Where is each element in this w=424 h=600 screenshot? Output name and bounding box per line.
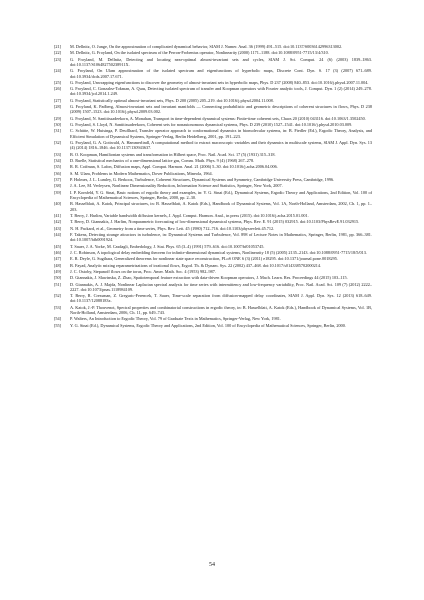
reference-text: D. Giannakis, A. J. Majda, Nonlinear Laplacian spectral analysis for time series with intermittency and low-frequency variability, Proc. Natl. Acad. Sci. 109 (7) (2012) 2222–2227. doi:10.1073/pnas.1118984109.: [70, 281, 372, 292]
reference-entry: [54, 293, 372, 304]
reference-text: T. Sauer, J. A. Yorke, M. Casdagli, Embedology, J. Stat. Phys. 65 (3–4) (1991) 579–616. doi:10.1007/bf01053745.: [70, 243, 265, 249]
reference-entry: [54, 190, 372, 201]
reference-number: [26]: [54, 86, 62, 92]
reference-number: [31]: [54, 128, 62, 134]
reference-entry: [54, 275, 372, 280]
reference-text: T. Berry, J. Harlim, Variable bandwidth diffusion kernels, J. Appl. Comput. Harmon. Anal., in press (2015). doi:10.1016/j.acha.2015.01.001.: [70, 212, 309, 218]
reference-entry: [54, 183, 372, 188]
reference-text: T. Berry, R. Cressman, Z. Greguric-Ferencek, T. Sauer, Time-scale separation from diffusion-mapped delay coordinates, SIAM J. Appl. Dyn. Sys. 12 (2013) 618–649. doi:10.1137/12088183x.: [70, 293, 372, 304]
reference-number: [50]: [54, 275, 62, 281]
reference-entry: [54, 226, 372, 231]
reference-text: B. O. Koopman, Hamiltonian systems and transformation in Hilbert space, Proc. Natl. Acad. Sci. 17 (5) (1931) 315–318.: [70, 151, 276, 157]
reference-text: D. Ruelle, Statistical mechanics of a one-dimensional lattice gas, Comm. Math. Phys. 9 (4) (1968) 267–278.: [70, 157, 255, 163]
reference-entry: [54, 177, 372, 182]
reference-text: N. H. Packard, et al., Geometry from a time series, Phys. Rev. Lett. 45 (1980) 712–716. doi:10.1103/physrevlett.45.712.: [70, 225, 275, 231]
reference-entry: [54, 316, 372, 321]
reference-number: [51]: [54, 281, 62, 287]
reference-entry: [54, 269, 372, 274]
reference-text: G. Froyland, Statistically optimal almost-invariant sets, Phys. D 200 (2005) 205–219. doi:10.1016/j.physd.2004.11.008.: [70, 97, 274, 103]
reference-text: B. Hasselblatt, A. Katok, Principal structures, in: B. Hasselblatt, A. Katok (Eds.), Handbook of Dynamical Systems, Vol. 1A, North-Holland, Amsterdam, 2002, Ch. 1, pp. 1–203.: [70, 201, 372, 212]
reference-text: G. Froyland, C. Gonzalez-Tokman, A. Quas, Detecting isolated spectrum of transfer and Koopman operators with Fourier analytic tools, J. Comput. Dyn. 1 (2) (2014) 249–278. doi:10.3934/jcd.2014.1.249.: [70, 86, 372, 97]
reference-entry: [54, 323, 372, 328]
reference-entry: [54, 116, 372, 121]
reference-number: [37]: [54, 177, 62, 182]
reference-text: S. M. Ulam, Problems in Modern Mathematics, Dover Publications, Mineola, 1964.: [70, 170, 213, 176]
reference-text: D. Giannakis, J. Slawinska, Z. Zhao, Spatiotemporal feature extraction with data-driven Koopman operators, J. Mach. Learn. Res. Proceedings 44 (2015) 103–115.: [70, 275, 348, 281]
reference-text: P. Walters, An Introduction to Ergodic Theory, Vol. 79 of Graduate Texts in Mathematics, Springer-Verlag, New York, 1981.: [70, 316, 281, 322]
reference-number: [35]: [54, 164, 62, 170]
reference-text: G. Froyland, Unwrapping eigenfunctions to discover the geometry of almost-invariant sets in hyperbolic maps, Phys. D 237 (2008) 840–853. doi:10.1016/j.physd.2007.11.004.: [70, 79, 369, 85]
reference-entry: [54, 44, 372, 49]
reference-entry: [54, 282, 372, 293]
reference-list: [54, 44, 372, 329]
reference-entry: [54, 86, 372, 97]
reference-entry: [54, 256, 372, 261]
reference-text: I. P. Kornfeld, Y. G. Sinai, Basic notions of ergodic theory and examples, in: Y. G. Sinai (Ed.), Dynamical Systems, Ergodic Theory and Applications, 2nd Edition, Vol. 100 of Encyclopedia of Mathematical Sciences, Springer, Berlin, 2000, pp. 2–30.: [70, 189, 372, 200]
reference-number: [48]: [54, 262, 62, 268]
reference-text: G. Froyland, On Ulam approximation of the isolated spectrum and eigenfunctions of hyperbolic maps, Discrete Cont. Dyn. S. 17 (3) (2007) 671–689. doi:10.3934/dcds.2007.17.671.: [70, 68, 372, 79]
reference-number: [24]: [54, 68, 62, 74]
reference-number: [36]: [54, 170, 62, 176]
reference-entry: [54, 250, 372, 255]
reference-number: [43]: [54, 225, 62, 231]
reference-number: [33]: [54, 151, 62, 157]
reference-text: J. C. Oxtoby, Stepanoff flows on the torus, Proc. Amer. Math. Soc. 4 (1953) 982–987.: [70, 268, 216, 274]
reference-entry: [54, 128, 372, 139]
reference-entry: [54, 104, 372, 115]
reference-text: G. Froyland, G. A. Gottwald, A. Hammerlindl, A computational method to extract macroscopic variables and their dynamics in multiscale systems, SIAM J. Appl. Dyn. Sys. 13 (4) (2014) 1816–1846. doi:10.1137/130943637.: [70, 140, 372, 151]
reference-number: [38]: [54, 183, 62, 189]
reference-number: [49]: [54, 268, 62, 274]
reference-entry: [54, 140, 372, 151]
reference-number: [25]: [54, 79, 62, 85]
reference-entry: [54, 57, 372, 68]
reference-number: [39]: [54, 189, 62, 195]
reference-number: [30]: [54, 122, 62, 128]
reference-text: Y. G. Sinai (Ed.), Dynamical Systems, Ergodic Theory and Applications, 2nd Edition, Vol. 100 of Encyclopedia of Mathematical Sciences, Springer, Berlin, 2000.: [70, 322, 346, 328]
reference-number: [42]: [54, 219, 62, 225]
reference-number: [28]: [54, 104, 62, 110]
reference-entry: [54, 263, 372, 268]
reference-number: [27]: [54, 97, 62, 103]
reference-text: C. Schütte, W. Huisinga, P. Deuflhard, Transfer operator approach to conformational dynamics in biomolecular systems, in: B. Fiedler (Ed.), Ergodic Theory, Analysis, and Efficient Simulation of Dynamical Systems, Springer-Verlag, Berlin Heidelberg, 2001, pp. 191–223.: [70, 128, 372, 139]
reference-entry: [54, 213, 372, 218]
reference-text: J. C. Robinson, A topological delay embedding theorem for infinite-dimensional dynamical systems, Nonlinearity 18 (5) (2005) 2135–2143. doi:10.1088/0951-7715/18/5/013.: [70, 249, 367, 255]
reference-entry: [54, 50, 372, 55]
reference-text: P. Holmes, J. L. Lumley, G. Berkooz, Turbulence, Coherent Structures, Dynamical Systems and Symmetry, Cambridge University Press, Cambridge, 1996.: [70, 177, 335, 182]
reference-entry: [54, 80, 372, 85]
reference-number: [44]: [54, 231, 62, 237]
reference-entry: [54, 68, 372, 79]
reference-number: [29]: [54, 115, 62, 121]
reference-entry: [54, 201, 372, 212]
reference-text: E. R. Deyle, G. Sugihara, Generalized theorems for nonlinear state space reconstruction, PLoS ONE 6 (3) (2011) e18295. doi:10.1371/journal.pone.0018295.: [70, 256, 338, 262]
reference-entry: [54, 232, 372, 243]
reference-entry: [54, 305, 372, 316]
reference-text: F. Takens, Detecting strange attractors in turbulence, in: Dynamical Systems and Turbulence, Vol. 898 of Lecture Notes in Mathematics, Springer, Berlin, 1981, pp. 366–381. doi:10.1007/bfb0091924.: [70, 231, 372, 243]
reference-entry: [54, 98, 372, 103]
reference-entry: [54, 152, 372, 157]
reference-number: [21]: [54, 44, 62, 49]
reference-entry: [54, 122, 372, 127]
reference-number: [53]: [54, 304, 62, 310]
reference-entry: [54, 244, 372, 249]
reference-number: [41]: [54, 212, 62, 218]
reference-text: M. Dellnitz, G. Froyland, On the isolated spectrum of the Perron-Frobenius operator, Nonlinearity (2000) 1171–1188. doi:10.1088/0951-7715/13/4/310.: [70, 50, 329, 56]
reference-number: [45]: [54, 243, 62, 249]
reference-number: [40]: [54, 201, 62, 207]
reference-text: J. A. Lee, M. Verleysen, Nonlinear Dimensionality Reduction, Information Science and Statistics, Springer, New York, 2007.: [70, 183, 283, 189]
reference-entry: [54, 171, 372, 176]
reference-number: [46]: [54, 249, 62, 255]
reference-number: [47]: [54, 256, 62, 262]
page-number: 54: [209, 562, 215, 568]
reference-entry: [54, 164, 372, 169]
reference-number: [32]: [54, 140, 62, 146]
reference-number: [23]: [54, 56, 62, 62]
reference-number: [55]: [54, 322, 62, 328]
reference-text: A. Katok, J.-P. Thouvenot, Spectral properties and combinatorial constructions in ergodic theory, in: B. Hasselblatt, A. Katok (Eds.), Handbook of Dynamical Systems, Vol. 1B, North-Holland, Amsterdam, 2006, Ch. 11, pp. 649–743.: [70, 304, 372, 315]
reference-text: G. Froyland, N. Santitissadeekorn, A. Monahan, Transport in time-dependent dynamical systems: Finite-time coherent sets, Chaos 20 (2010) 043116. doi:10.1063/1.3502450.: [70, 115, 366, 121]
reference-entry: [54, 158, 372, 163]
reference-text: T. Berry, D. Giannakis, J. Harlim, Nonparametric forecasting of low-dimensional dynamical systems, Phys. Rev. E. 91 (2015) 032915. doi:10.1103/PhysRevE.91.032915.: [70, 219, 360, 225]
reference-text: G. Froyland, K. Padberg, Almost-invariant sets and invariant manifolds — Connecting probabilistic and geometric descriptions of coherent structures in flows, Phys. D 238 (2009) 1507–1523. doi:10.1016/j.physd.2009.03.002.: [70, 104, 372, 115]
reference-text: B. Fayad, Analytic mixing reparametrizations of irrational flows, Ergod. Th. & Dynam. Sys. 22 (2002) 437–468. doi:10.1017/s0143385702000214.: [70, 262, 322, 268]
reference-number: [54]: [54, 316, 62, 322]
reference-text: R. R. Coifman, S. Lafon, Diffusion maps, Appl. Comput. Harmon. Anal. 21 (2006) 5–30. doi:10.1016/j.acha.2006.04.006.: [70, 164, 278, 170]
reference-number: [52]: [54, 293, 62, 299]
reference-text: G. Froyland, M. Dellnitz, Detecting and locating near-optimal almost-invariant sets and cycles, SIAM J. Sci. Comput. 24 (6) (2003) 1839–1863. doi:10.1137/S106482750238911X.: [70, 56, 372, 67]
reference-number: [34]: [54, 157, 62, 163]
reference-text: G. Froyland, S. Lloyd, N. Santitissadeekorn, Coherent sets for nonautonomous dynamical systems, Phys. D 239 (2010) 1527–1541. doi:10.1016/j.physd.2010.03.009.: [70, 122, 353, 128]
reference-number: [22]: [54, 50, 62, 56]
reference-entry: [54, 219, 372, 224]
reference-text: M. Dellnitz, O. Junge, On the approximation of complicated dynamical behavior, SIAM J. Numer. Anal. 36 (1999) 491–515. doi:10.1137/S0036142996313002.: [70, 44, 343, 49]
